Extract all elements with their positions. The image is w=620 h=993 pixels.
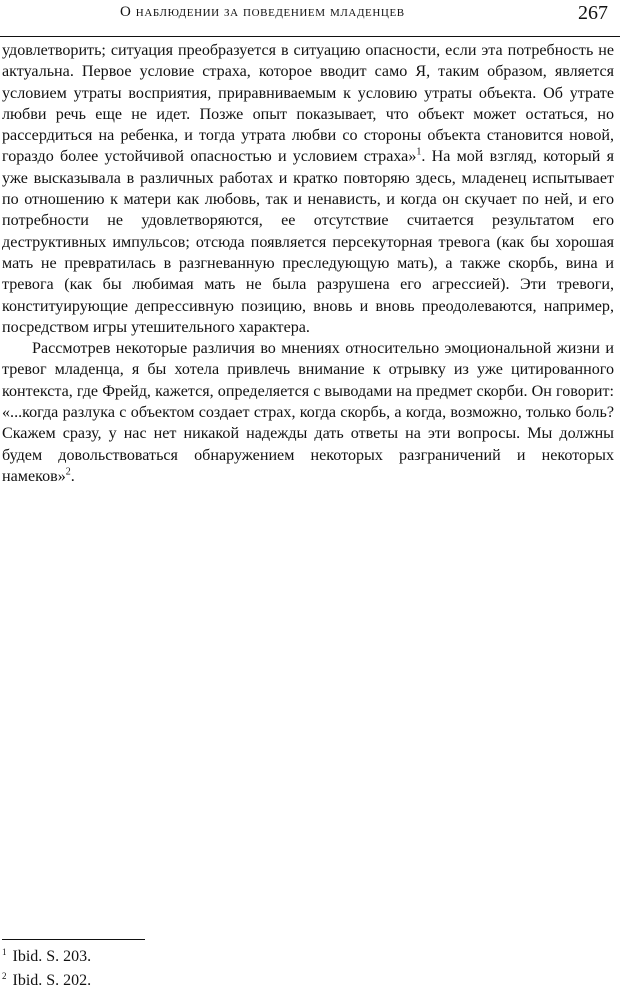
paragraph-2: [2, 338, 614, 487]
footnote-1-number: 1: [2, 946, 7, 957]
footnote-ref-2: 2: [65, 466, 71, 478]
paragraph-1: [2, 40, 614, 338]
page-header: [0, 0, 620, 37]
footnote-1-text: Ibid. S. 203.: [12, 948, 92, 965]
paragraph-2-text: Рассмотрев некоторые различия во мнениях относительно эмоциональной жизни и тревог младенца, я бы хотела привлечь внимание к отрывку из уже цитированного контекста, где Фрейд, кажется, определяется с выводами на предмет скорби. Он говорит: «...когда разлука с объектом создает страх, когда скорбь, а когда, возможно, только боль? Скажем сразу, у нас нет никакой надежды дать ответы на эти вопросы. Мы должны будем довольствоваться обнаружением некоторых разграничений и некоторых намеков»: [2, 340, 614, 485]
body-text: [2, 40, 614, 487]
footnote-1: [2, 945, 91, 969]
footnote-ref-1: 1: [416, 147, 422, 159]
footnote-divider: [2, 939, 145, 940]
paragraph-1-part-1: удовлетворить; ситуация преобразуется в ситуацию опасности, если эта потребность не актуальна. Первое условие страха, которое вводит само Я, таким образом, является условием утраты восприятия, приравниваемым к условию утраты объекта. Об утрате любви речь еще не идет. Позже опыт показывает, что объект может остаться, но рассердиться на ребенка, и тогда утрата любви со стороны объекта становится новой, гораздо более устойчивой опасностью и условием страха»: [2, 42, 614, 166]
footnote-2-number: 2: [2, 970, 7, 981]
running-title: О наблюдении за поведением младенцев: [120, 4, 405, 20]
paragraph-1-part-2: . На мой взгляд, который я уже высказывала в различных работах и кратко повторяю здесь, младенец испытывает по отношению к матери как любовь, так и ненависть, и когда он скучает по ней, и его потребности не удовлетворяются, ее отсутствие считается результатом его деструктивных импульсов; отсюда появляется персекуторная тревога (как бы хорошая мать не превратилась в разгневанную преследующую мать), а также скорбь, вина и тревога (как бы любимая мать не была разрушена его агрессией). Эти тревоги, конституирующие депрессивную позицию, вновь и вновь преодолеваются, например, посредством игры утешительного характера.: [2, 148, 614, 336]
page-number: 267: [578, 2, 608, 24]
footnote-2: [2, 969, 91, 993]
footnotes: [2, 945, 91, 993]
footnote-2-text: Ibid. S. 202.: [12, 972, 92, 989]
paragraph-2-end: .: [70, 467, 75, 485]
